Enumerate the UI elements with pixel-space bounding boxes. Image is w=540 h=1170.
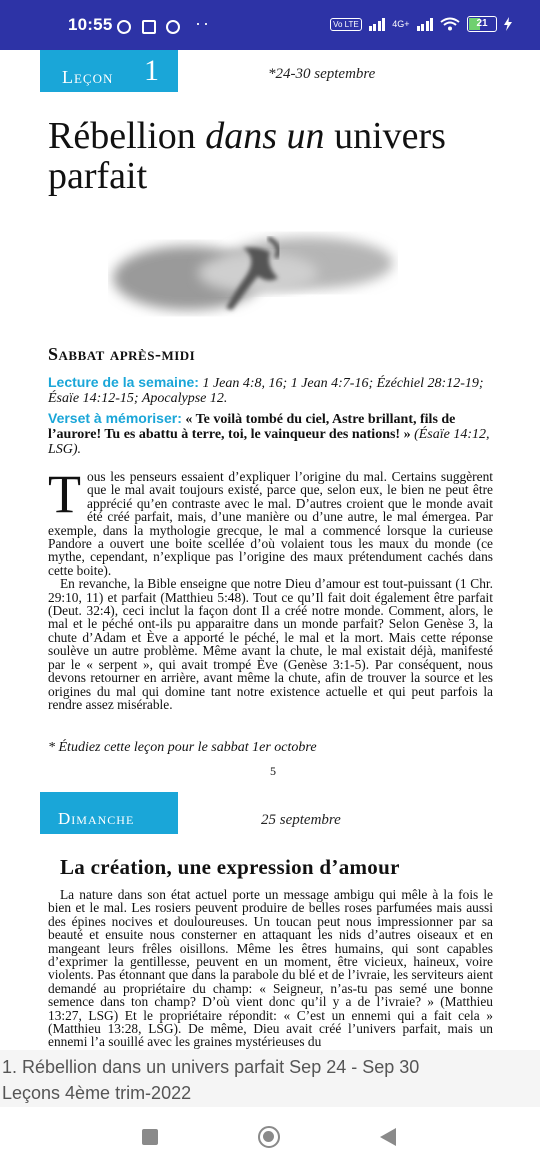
signal-icon (369, 17, 386, 31)
memory-verse-text: « Te voilà tombé du ciel, Astre brillant, fils de l’aurore! Tu es abattu à terre, toi, le vainqueur des nations! » (48, 412, 456, 442)
page-number: 5 (270, 764, 276, 778)
dimanche-badge (40, 792, 178, 834)
signal-2-icon (417, 17, 434, 31)
status-icons (330, 16, 512, 32)
caption-subtitle: Leçons 4ème trim-2022 (2, 1083, 192, 1103)
lesson-title: Rébellion dans un univers parfait (48, 115, 446, 197)
volte-icon: Vo LTE (330, 18, 362, 31)
lesson-number: 1 (144, 54, 159, 87)
sabbat-paragraph-1: ous les penseurs essaient d’expliquer l’origine du mal. Certains suggèrent que le mal avait toujours existé, parce que, selon eux, le bien ne peut être apprécié qu’en contraste avec le mal. D’autres croient que le monde avait été créé parfait, mais, d’une manière ou d’une autre, le mal émergea. Par exemple, dans la mythologie grecque, le mal a commencé lorsque la curieuse Pandore a ouvert une boite scellée d’où volaient tous les maux du monde (ce mythe, cependant, n’explique pas l’origine des maux prétendument cachés dans cette boite). (48, 469, 493, 578)
lesson-label: Leçon (62, 67, 114, 87)
dimanche-title: La création, une expression d’amour (60, 855, 400, 879)
section-heading-sabbat: Sabbat après-midi (48, 344, 196, 364)
wifi-icon (440, 17, 460, 31)
weekly-reading (48, 375, 493, 406)
app-notification-icon (117, 20, 131, 34)
back-button[interactable] (380, 1128, 396, 1146)
status-bar (0, 0, 540, 50)
battery-icon (467, 16, 497, 32)
lesson-badge (40, 50, 178, 92)
play-notification-icon (142, 20, 156, 34)
weekly-reading-refs: 1 Jean 4:8, 16; 1 Jean 4:7-16; Ézéchiel 28:12-19; Ésaïe 14:12-15; Apocalypse 12. (48, 376, 484, 406)
fallen-angel-illustration (108, 218, 398, 323)
network-type: 4G+ (392, 19, 410, 29)
now-playing-caption[interactable] (0, 1050, 540, 1107)
memory-verse (48, 411, 493, 457)
study-note: * Étudiez cette leçon pour le sabbat 1er octobre (48, 740, 317, 755)
dimanche-date: 25 septembre (261, 812, 341, 828)
charging-icon (504, 17, 512, 31)
more-notifications-icon: ·· (195, 13, 211, 33)
caption-title: 1. Rébellion dans un univers parfait Sep 24 - Sep 30 (2, 1057, 420, 1077)
clock: 10:55 (68, 15, 113, 34)
memory-verse-ref: (Ésaïe 14:12, LSG). (48, 427, 490, 457)
dimanche-label: Dimanche (58, 809, 135, 828)
weekly-reading-label: Lecture de la semaine: (48, 374, 199, 390)
navigation-bar (0, 1107, 540, 1170)
home-button[interactable] (258, 1126, 280, 1148)
sabbat-paragraph-2: En revanche, la Bible enseigne que notre Dieu d’amour est tout-puissant (1 Chr. 29:10, 11) et parfait (Matthieu 5:48). Tout ce qu’Il fait doit également être parfait (Deut. 32:4), ceci inclut la façon dont Il a créé notre monde. Comment, alors, le mal et le péché ont-ils pu apparaitre dans un monde parfait? Selon Genèse 3, la chute d’Adam et Ève a apporté le péché, le mal et la mort. Mais cette réponse soulève un autre problème. Même avant la chute, le mal existait déjà, manifesté par le « serpent », qui avait trompé Ève (Genèse 3:1-5). Par conséquent, nous devons retourner en arrière, avant même la chute, afin de trouver la source et les origines du mal qui domine tant notre existence actuelle et qui peut parfois la rendre assez misérable. (48, 576, 493, 712)
lesson-date: *24-30 septembre (268, 66, 376, 82)
sabbat-body (48, 464, 493, 712)
recents-button[interactable] (142, 1129, 158, 1145)
drop-cap: T (48, 464, 81, 524)
battery-level: 21 (476, 18, 488, 29)
dimanche-paragraph: La nature dans son état actuel porte un message ambigu qui mêle à la fois le bien et le mal. Les rosiers peuvent produire de belles roses parfumées mais aussi des épines nocives et douloureuses. Un toucan peut nous impressionner par sa beauté et ensuite nous consterner en attaquant les nids d’autres oiseaux et en mangeant leurs frêles oisillons. Même les êtres humains, qui sont capables d’exprimer la gentillesse, peuvent en un moment, être vicieux, haineux, voire violents. Pas étonnant que dans la parabole du blé et de l’ivraie, les serviteurs aient demandé au propriétaire du champ: « Seigneur, n’as-tu pas semé une bonne semence dans ton champ? D’où vient donc qu’il y a de l’ivraie? » (Matthieu 13:27, LSG) Et le propriétaire répondit: « C’est un ennemi qui a fait cela » (Matthieu 13:28, LSG). De même, Dieu avait créé l’univers parfait, mais un ennemi l’a souillé avec les graines mystérieuses du (48, 888, 493, 1050)
facebook-notification-icon (166, 20, 180, 34)
memory-verse-label: Verset à mémoriser: (48, 410, 182, 426)
